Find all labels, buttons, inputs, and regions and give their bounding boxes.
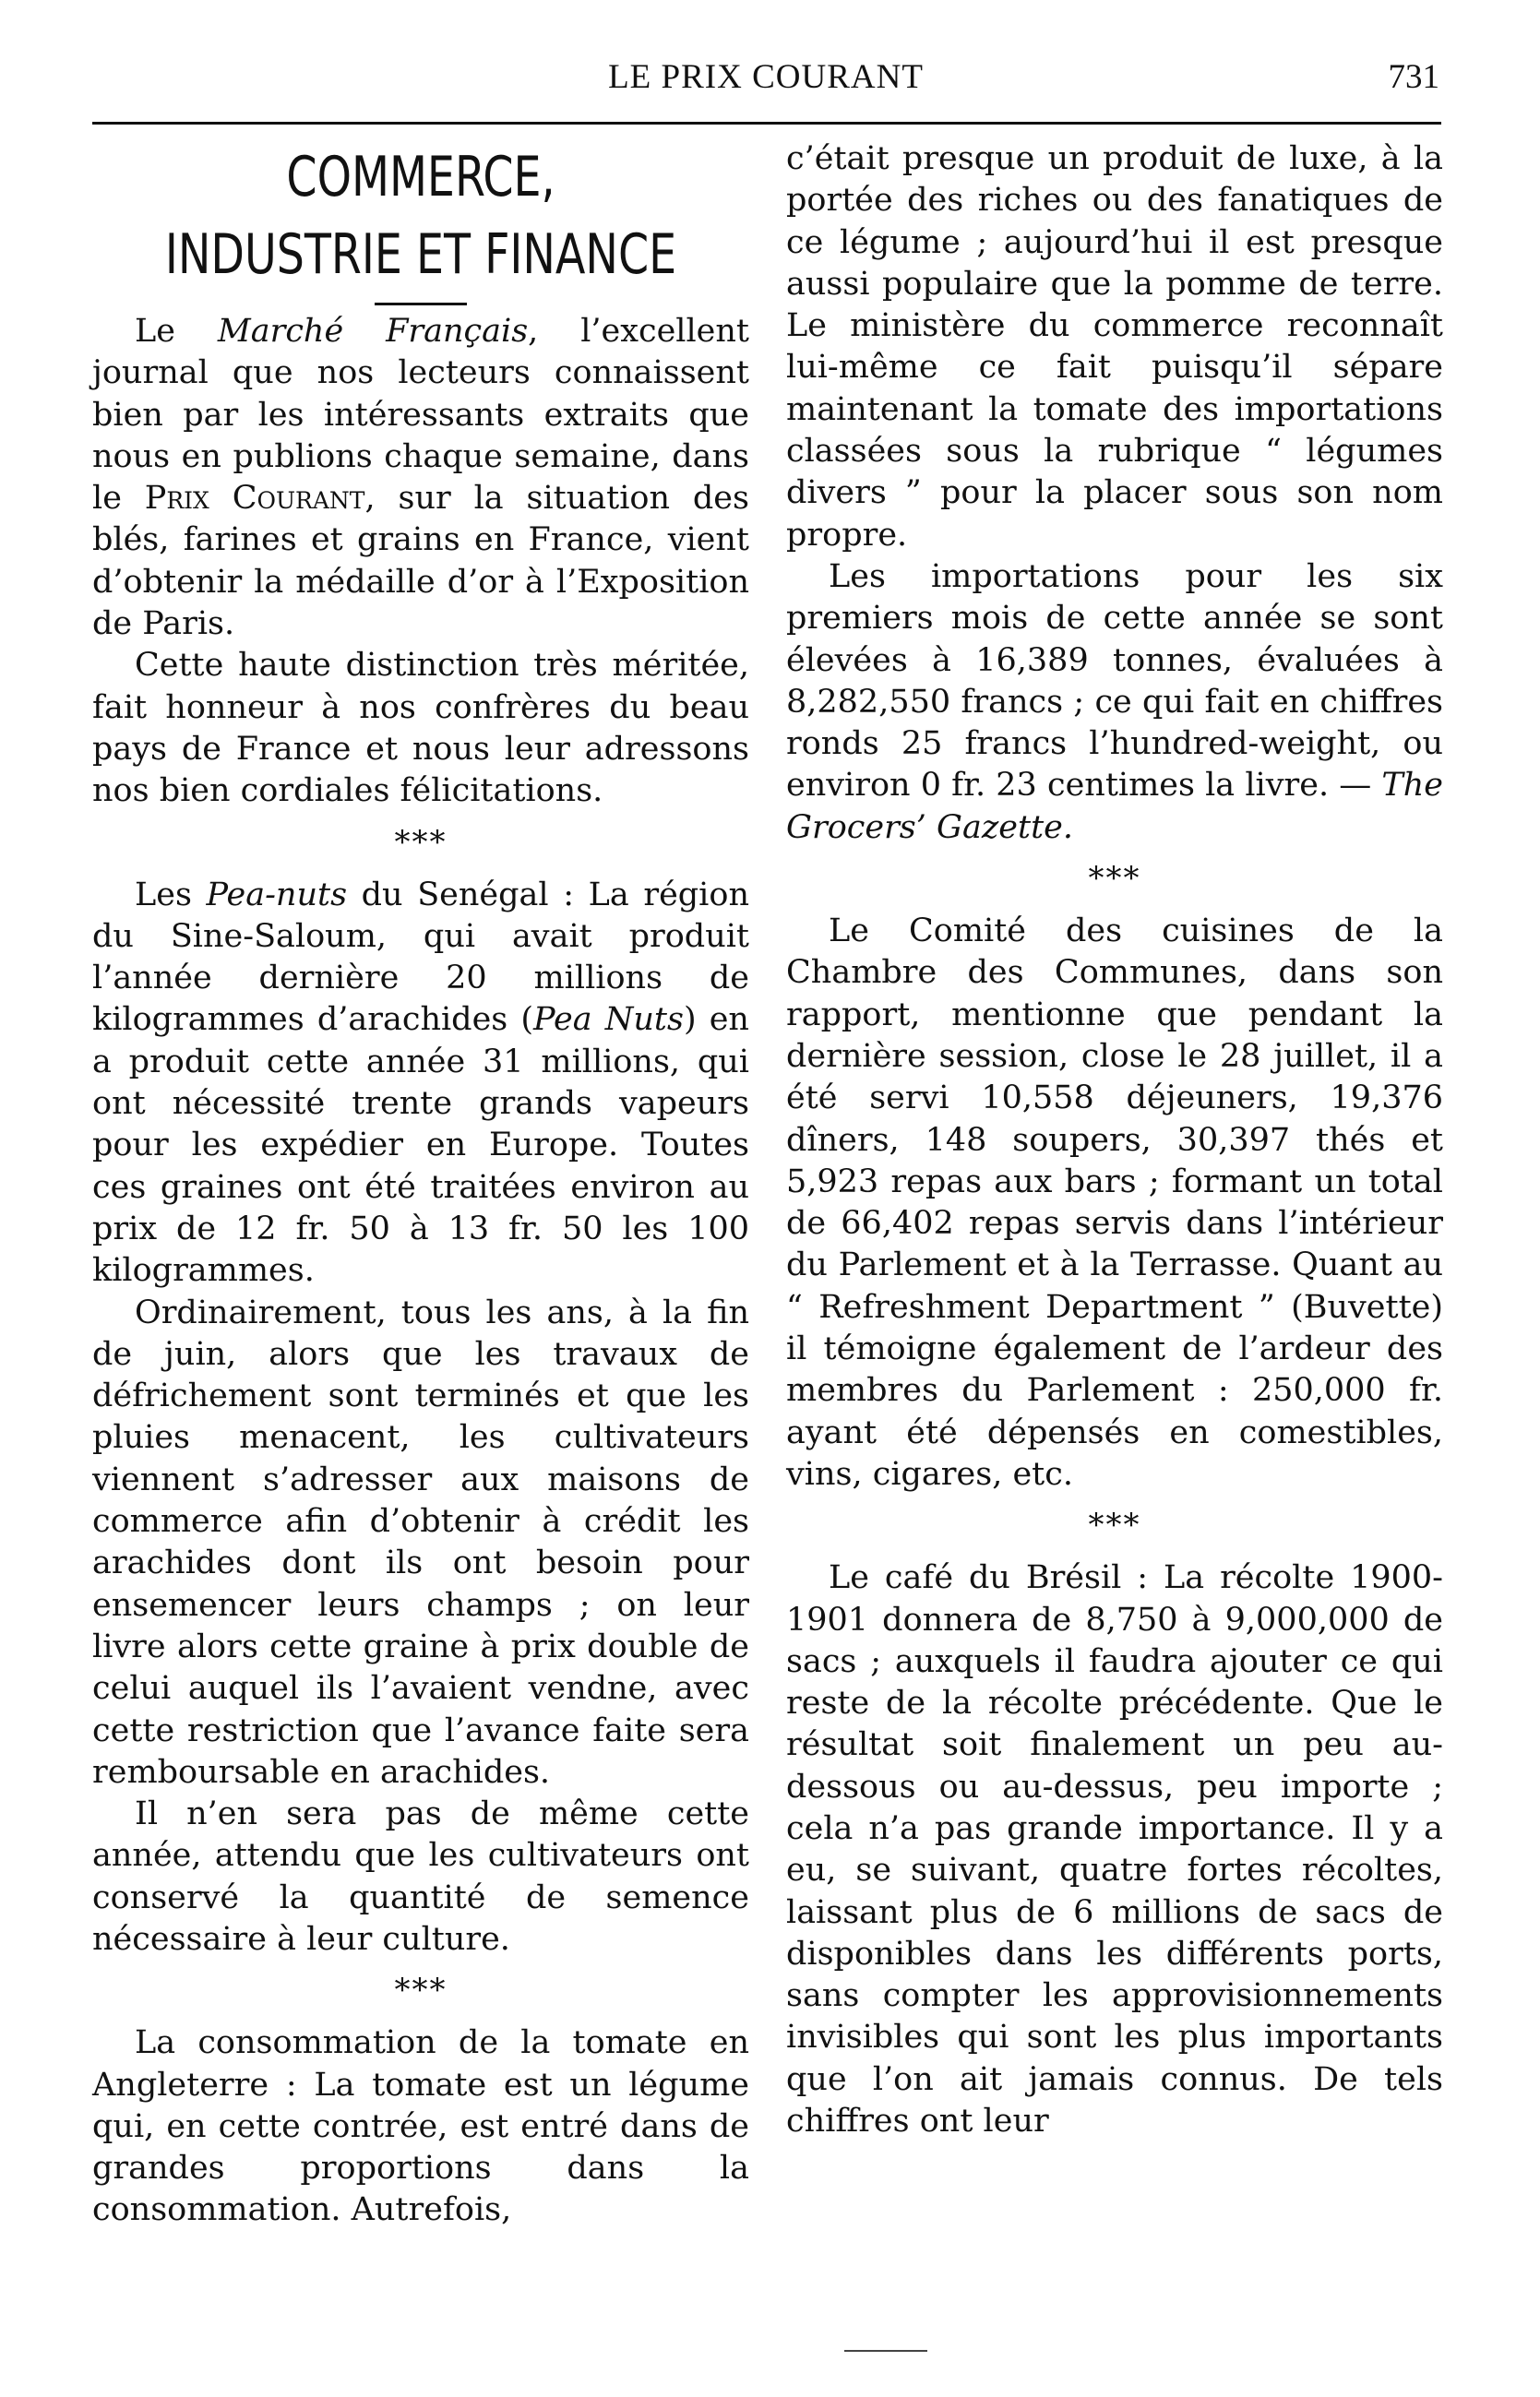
- paragraph-cafe-bresil: Le café du Brésil : La récolte 1900-1901 donnera de 8,750 à 9,000,000 de sacs ; auxquels il faudra ajouter ce qui reste de la récolte précédente. Que le résultat soit finalement un peu au-dessous ou au-dessus, peu importe ; cela n’a pas grande importance. Il y a eu, se suivant, quatre fortes récoltes, laissant plus de 6 millions de sacs de disponibles dans les différents ports, sans compter les approvisionnements invisibles qui sont les plus importants que l’on ait jamais connus. De tels chiffres ont leur: [786, 1559, 1443, 2141]
- source-citation: The Grocers’ Gazette.: [786, 767, 1443, 846]
- paragraph-pea-nuts: [92, 875, 749, 1293]
- text-run: , l’excellent journal que nos lecteurs connaissent bien par les intéressants extraits que nous en publions chaque semaine, dans le: [92, 313, 749, 518]
- asterism-text: ***: [1088, 860, 1141, 898]
- text-run: , sur la situation des blés, farines et grains en France, vient d’obtenir la médaille d’or à l’Exposition de Paris.: [92, 480, 749, 643]
- text-run: Le: [135, 313, 218, 350]
- heading-line-2: INDUSTRIE ET FINANCE: [164, 222, 677, 287]
- asterism-divider: [786, 1505, 1443, 1546]
- italic-term: Pea Nuts: [533, 1001, 684, 1039]
- paragraph-tomate-cont: c’était presque un produit de luxe, à la portée des riches ou des fanatiques de ce légume ; aujourd’hui il est presque aussi populaire que la pomme de terre. Le ministère du commerce reconnaît lui-même ce fait puisqu’il sépare maintenant la tomate des importations classées sous la rubrique “ légumes divers ” pour la placer sous son nom propre.: [786, 140, 1443, 554]
- paragraph-distinction: Cette haute distinction très méritée, fait honneur à nos confrères du beau pays de France et nous leur adressons nos bien cordiales félicitations.: [92, 647, 749, 810]
- page-header: [92, 57, 1439, 105]
- page-number: 731: [1388, 58, 1439, 96]
- paragraph-marche-francais: [92, 311, 749, 645]
- asterism-text: ***: [394, 1972, 448, 2009]
- text-run: du Senégal : La région du Sine-Saloum, qui avait produit l’année dernière 20 millions de kilogrammes d’arachides (: [92, 876, 749, 1039]
- italic-term: Pea-nuts: [206, 876, 348, 913]
- journal-title: Marché Français: [217, 313, 529, 350]
- section-heading: [132, 138, 710, 293]
- heading-rule: [375, 303, 467, 305]
- footer-rule: [844, 2350, 927, 2352]
- paragraph-ordinairement: Ordinairement, tous les ans, à la fin de juin, alors que les travaux de défrichement sont terminés et que les pluies menacent, les cultivateurs viennent s’adresser aux maisons de commerce afin d’obtenir à crédit les arachides dont ils ont besoin pour ensemencer leurs champs ; on leur livre alors cette graine à prix double de celui auquel ils l’avaient vendne, avec cette restriction que l’avance faite sera remboursable en arachides.: [92, 1294, 749, 1791]
- asterism-divider: [786, 858, 1443, 900]
- left-column: [92, 138, 749, 2232]
- paragraph-comite-cuisines: Le Comité des cuisines de la Chambre des Communes, dans son rapport, mentionne que pendant la dernière session, close le 28 juillet, il a été servi 10,558 déjeuners, 19,376 dîners, 148 soupers, 30,397 thés et 5,923 repas aux bars ; formant un total de 66,402 repas servis dans l’intérieur du Parlement et à la Terrasse. Quant au “ Refreshment Department ” (Buvette) il témoigne également de l’ardeur des membres du Parlement : 250,000 fr. ayant été dépensés en comestibles, vins, cigares, etc.: [786, 912, 1443, 1493]
- asterism-text: ***: [394, 823, 448, 861]
- right-column: [786, 138, 1443, 2142]
- text-run: Les importations pour les six premiers mois de cette année se sont élevées à 16,389 tonnes, évaluées à 8,282,550 francs ; ce qui fait en chiffres ronds 25 francs l’hundred-weight, ou environ 0 fr. 23 centimes la livre. —: [786, 557, 1443, 805]
- publication-name: Prix Courant: [144, 480, 365, 518]
- asterism-divider: [92, 1970, 749, 2011]
- running-title: LE PRIX COURANT: [608, 58, 924, 96]
- asterism-text: ***: [1088, 1507, 1141, 1544]
- text-run: Les: [135, 876, 207, 913]
- paragraph-cette-annee: Il n’en sera pas de même cette année, attendu que les cultivateurs ont conservé la quantité de semence nécessaire à leur culture.: [92, 1795, 749, 1958]
- paragraph-tomate: La consommation de la tomate en Angleterre : La tomate est un légume qui, en cette contrée, est entré dans de grandes proportions dans la consommation. Autrefois,: [92, 2024, 749, 2229]
- asterism-divider: [92, 822, 749, 864]
- heading-line-1: COMMERCE,: [286, 145, 555, 209]
- text-run: ) en a produit cette année 31 millions, qui ont nécessité trente grands vapeurs pour les expédier en Europe. Toutes ces graines ont été traitées environ au prix de 12 fr. 50 à 13 fr. 50 les 100 kilogrammes.: [92, 1001, 749, 1290]
- header-rule: [92, 122, 1441, 125]
- paragraph-importations: [786, 556, 1443, 849]
